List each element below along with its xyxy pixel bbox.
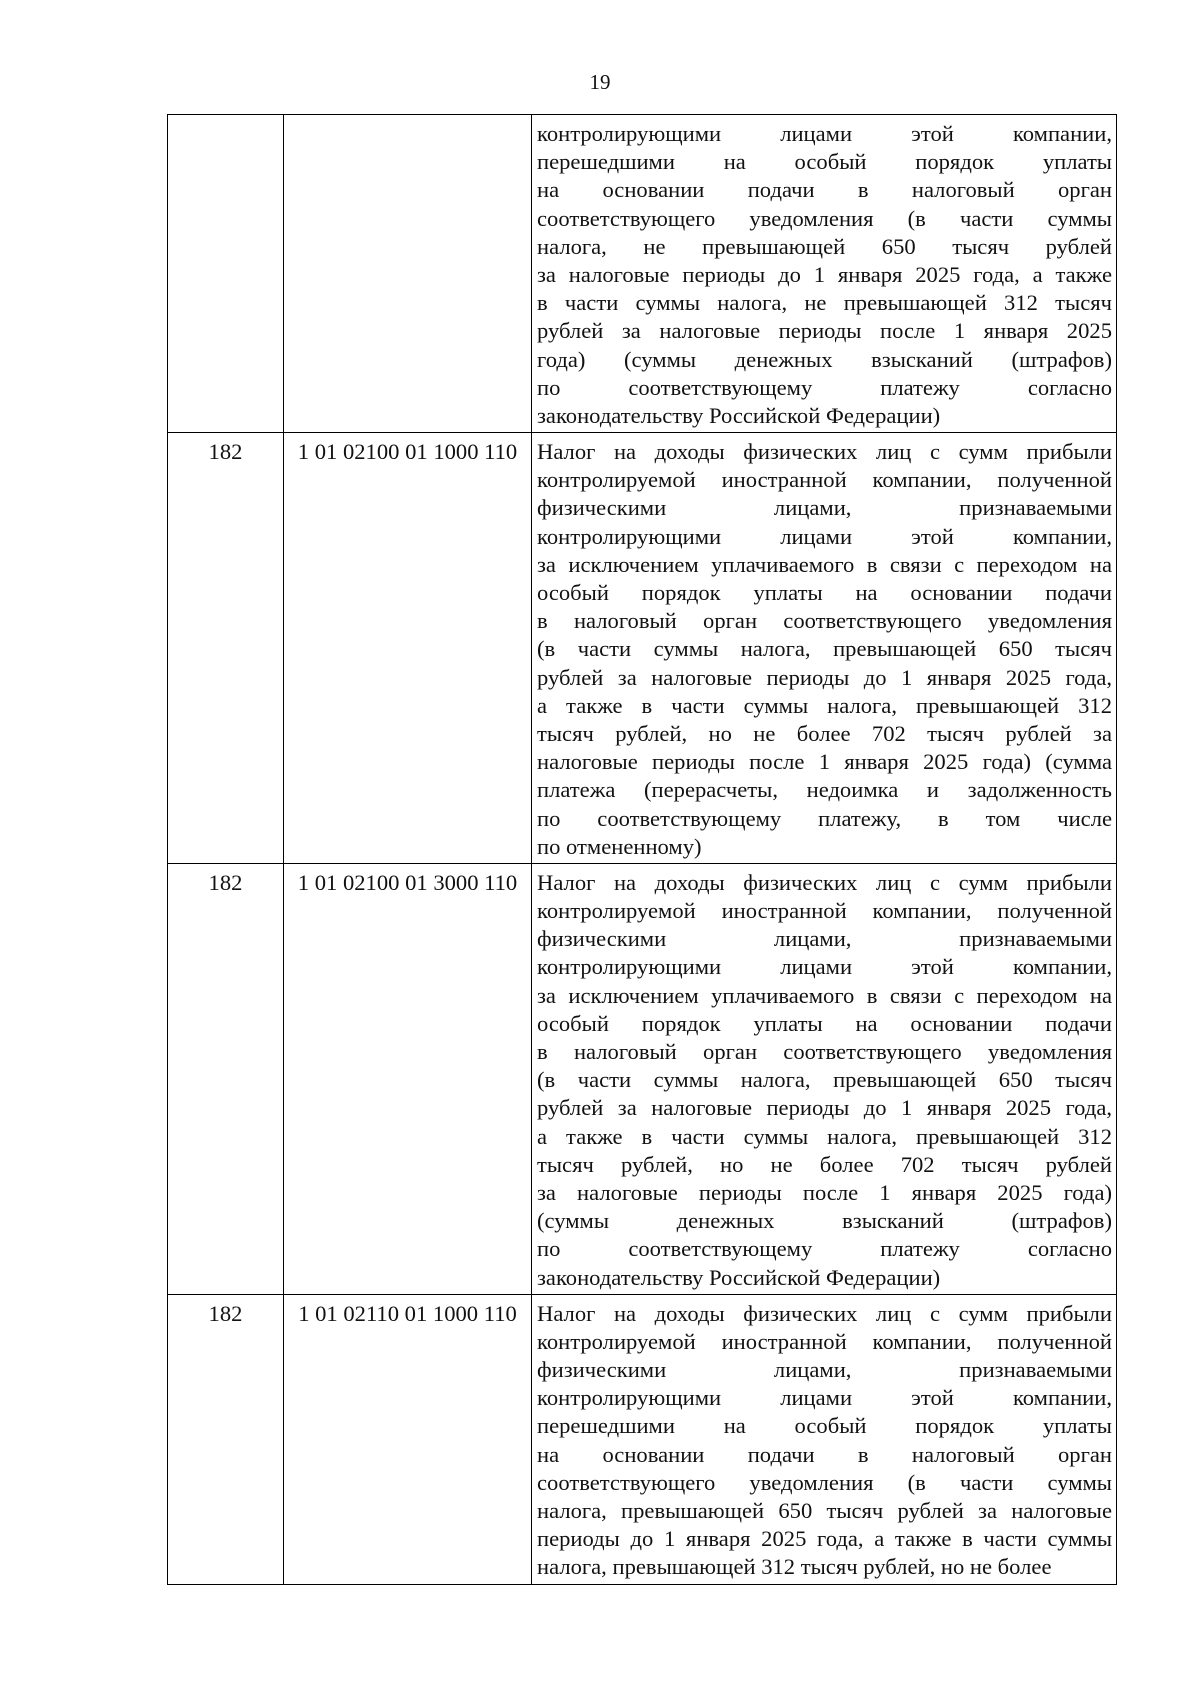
description-line: физическими лицами, признаваемыми bbox=[537, 1357, 1112, 1383]
admin-code-cell: 182 bbox=[168, 433, 284, 864]
budget-code-cell: 1 01 02100 01 3000 110 bbox=[284, 863, 532, 1294]
description-line: Налог на доходы физических лиц с сумм прибыли bbox=[537, 869, 1112, 895]
description-line: перешедшими на особый порядок уплаты bbox=[537, 149, 1112, 175]
description-line: рублей за налоговые периоды до 1 января 2025 года, bbox=[537, 664, 1112, 690]
description-line: особый порядок уплаты на основании подачи bbox=[537, 580, 1112, 605]
description-line: а также в части суммы налога, превышающей 312 bbox=[537, 1123, 1112, 1149]
description-line: по соответствующему платежу согласно bbox=[537, 374, 1112, 400]
description-line: законодательству Российской Федерации) bbox=[537, 402, 941, 428]
description-line: в налоговый орган соответствующего уведомления bbox=[537, 1039, 1112, 1064]
table-row bbox=[168, 1294, 1117, 1584]
description-line: на основании подачи в налоговый орган bbox=[537, 1441, 1112, 1467]
description-line: контролируемой иностранной компании, полученной bbox=[537, 467, 1112, 493]
description-line: за налоговые периоды после 1 января 2025 года) bbox=[537, 1179, 1112, 1205]
description-line: по отмененному) bbox=[537, 833, 702, 859]
description-line: Налог на доходы физических лиц с сумм прибыли bbox=[537, 1300, 1112, 1326]
description-line: за исключением уплачиваемого в связи с переходом на bbox=[537, 551, 1112, 577]
description-line: налога, превышающей 650 тысяч рублей за налоговые bbox=[537, 1498, 1112, 1523]
description-line: перешедшими на особый порядок уплаты bbox=[537, 1413, 1112, 1439]
description-line: платежа (перерасчеты, недоимка и задолженность bbox=[537, 777, 1112, 803]
description-line: контролируемой иностранной компании, полученной bbox=[537, 1328, 1112, 1354]
admin-code-cell bbox=[168, 115, 284, 433]
table-row bbox=[168, 115, 1117, 433]
description-line: особый порядок уплаты на основании подачи bbox=[537, 1010, 1112, 1036]
budget-code-cell bbox=[284, 115, 532, 433]
description-line: за исключением уплачиваемого в связи с переходом на bbox=[537, 982, 1112, 1008]
description-line: Налог на доходы физических лиц с сумм прибыли bbox=[537, 439, 1112, 465]
description-line: (в части суммы налога, превышающей 650 тысяч bbox=[537, 636, 1112, 662]
description-line: а также в части суммы налога, превышающей 312 bbox=[537, 692, 1112, 718]
table-row bbox=[168, 433, 1117, 864]
description-line: тысяч рублей, но не более 702 тысяч рублей bbox=[537, 1151, 1112, 1177]
description-line: года) (суммы денежных взысканий (штрафов) bbox=[537, 346, 1112, 372]
budget-code-cell: 1 01 02100 01 1000 110 bbox=[284, 433, 532, 864]
description-line: контролирующими лицами этой компании, bbox=[537, 523, 1112, 549]
description-line: контролируемой иностранной компании, полученной bbox=[537, 898, 1112, 924]
admin-code-cell: 182 bbox=[168, 1294, 284, 1584]
income-description-cell bbox=[532, 433, 1117, 864]
description-line: рублей за налоговые периоды после 1 января 2025 bbox=[537, 318, 1112, 344]
description-line: контролирующими лицами этой компании, bbox=[537, 1385, 1112, 1411]
description-line: на основании подачи в налоговый орган bbox=[537, 177, 1112, 203]
description-line: периоды до 1 января 2025 года, а также в части суммы bbox=[537, 1526, 1112, 1552]
description-line: (суммы денежных взысканий (штрафов) bbox=[537, 1208, 1112, 1234]
income-description-cell bbox=[532, 863, 1117, 1294]
income-description-cell bbox=[532, 115, 1117, 433]
page-number: 19 bbox=[589, 70, 611, 94]
description-line: законодательству Российской Федерации) bbox=[537, 1264, 941, 1290]
admin-code-cell: 182 bbox=[168, 863, 284, 1294]
description-line: физическими лицами, признаваемыми bbox=[537, 926, 1112, 952]
description-line: физическими лицами, признаваемыми bbox=[537, 495, 1112, 521]
description-line: за налоговые периоды до 1 января 2025 года, а также bbox=[537, 261, 1112, 287]
budget-code-cell: 1 01 02110 01 1000 110 bbox=[284, 1294, 532, 1584]
description-line: налога, не превышающей 650 тысяч рублей bbox=[537, 233, 1112, 259]
description-line: тысяч рублей, но не более 702 тысяч рублей за bbox=[537, 720, 1112, 746]
description-line: (в части суммы налога, превышающей 650 тысяч bbox=[537, 1067, 1112, 1093]
description-line: налоговые периоды после 1 января 2025 года) (сумма bbox=[537, 749, 1112, 775]
description-line: по соответствующему платежу согласно bbox=[537, 1236, 1112, 1262]
budget-classification-table bbox=[167, 114, 1117, 1585]
description-line: соответствующего уведомления (в части суммы bbox=[537, 1469, 1112, 1495]
description-line: рублей за налоговые периоды до 1 января 2025 года, bbox=[537, 1095, 1112, 1121]
description-line: соответствующего уведомления (в части суммы bbox=[537, 205, 1112, 231]
description-line: в части суммы налога, не превышающей 312 тысяч bbox=[537, 290, 1112, 316]
description-line: по соответствующему платежу, в том числе bbox=[537, 805, 1112, 831]
table-row bbox=[168, 863, 1117, 1294]
table-body bbox=[168, 115, 1117, 1585]
description-line: контролирующими лицами этой компании, bbox=[537, 954, 1112, 980]
description-line: в налоговый орган соответствующего уведомления bbox=[537, 608, 1112, 634]
income-description-cell bbox=[532, 1294, 1117, 1584]
description-line: налога, превышающей 312 тысяч рублей, но не более bbox=[537, 1554, 1052, 1580]
description-line: контролирующими лицами этой компании, bbox=[537, 121, 1112, 146]
